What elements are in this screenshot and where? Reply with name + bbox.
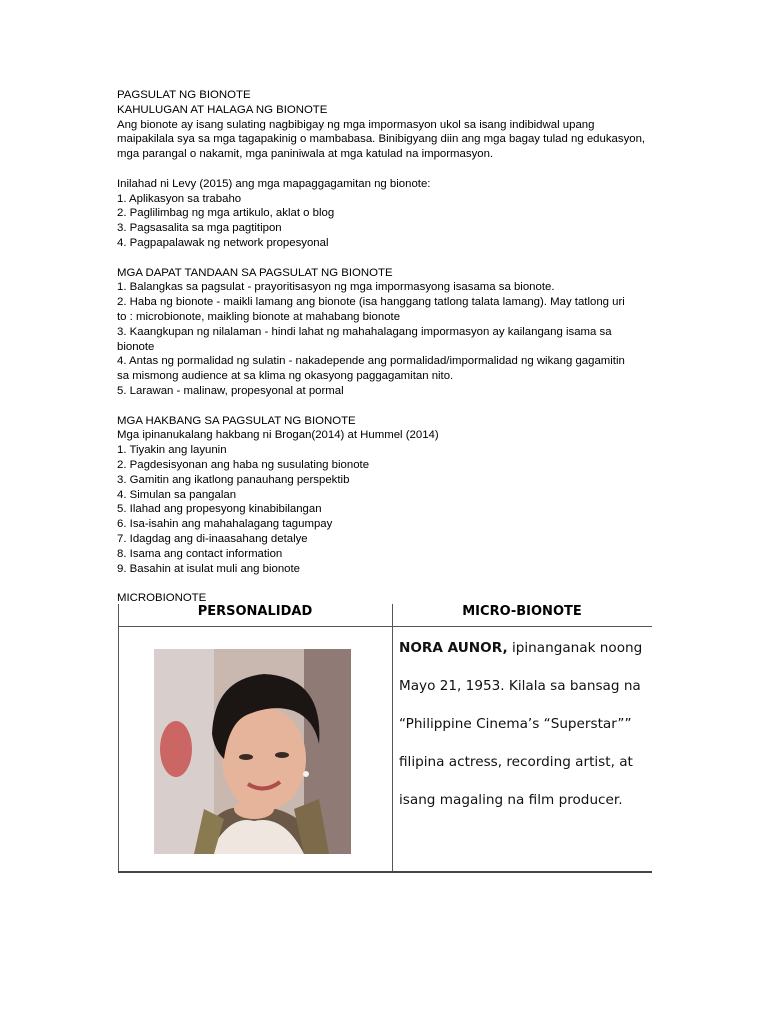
table-border (118, 604, 119, 872)
list-item: 2. Pagdesisyonan ang haba ng susulating bionote (117, 458, 370, 471)
list-item: sa mismong audience at sa klima ng okasyong paggagamitan nito. (117, 370, 454, 383)
list-item: 3. Gamitin ang ikatlong panauhang perspektib (117, 473, 350, 486)
bio-person-name: NORA AUNOR, (399, 640, 508, 656)
list-item: 3. Pagsasalita sa mga pagtitipon (117, 222, 282, 235)
paragraph-line: mga parangal o nakamit, mga paniniwala at mga katulad na impormasyon. (117, 148, 494, 161)
list-item: 2. Haba ng bionote - maikli lamang ang bionote (isa hanggang tatlong talata lamang). May tatlong uri (117, 296, 625, 309)
hakbang-intro: Mga ipinanukalang hakbang ni Brogan(2014) at Hummel (2014) (117, 429, 439, 442)
portrait-photo (154, 649, 351, 854)
table-header-row (118, 604, 652, 627)
list-item: 5. Ilahad ang propesyong kinabibilangan (117, 503, 322, 516)
document-title: PAGSULAT NG BIONOTE (117, 89, 251, 101)
list-item: bionote (117, 340, 155, 353)
column-divider (392, 604, 393, 872)
list-item: 8. Isama ang contact information (117, 547, 283, 560)
paragraph-line: Ang bionote ay isang sulating nagbibigay ng mga impormasyon ukol sa isang indibidwal upang (117, 118, 595, 131)
list-item: 4. Pagpapalawak ng network propesyonal (117, 236, 329, 249)
list-item: 7. Idagdag ang di-inaasahang detalye (117, 532, 308, 545)
list-item: 9. Basahin at isulat muli ang bionote (117, 562, 301, 575)
bio-line: Mayo 21, 1953. Kilala sa bansag na (399, 678, 641, 694)
bio-line: filipina actress, recording artist, at (399, 754, 633, 770)
list-item: 3. Kaangkupan ng nilalaman - hindi lahat ng mahahalagang impormasyon ay kailangang isama sa (117, 325, 612, 338)
list-item: 1. Aplikasyon sa trabaho (117, 192, 242, 205)
bio-line-rest: ipinanganak noong (507, 640, 643, 656)
list-item: 4. Simulan sa pangalan (117, 488, 237, 501)
tandaan-heading: MGA DAPAT TANDAAN SA PAGSULAT NG BIONOTE (117, 266, 393, 279)
micro-heading: MICROBIONOTE (117, 592, 207, 605)
bio-line: “Philippine Cinema’s “Superstar”” (399, 716, 632, 732)
hakbang-heading: MGA HAKBANG SA PAGSULAT NG BIONOTE (117, 414, 356, 427)
portrait-photo-image (154, 649, 351, 854)
document-body (117, 88, 657, 606)
column-header-micro-bionote: MICRO-BIONOTE (462, 604, 582, 619)
micro-bionote-text (399, 640, 649, 830)
microbionote-table (118, 604, 652, 872)
bio-line (399, 640, 649, 678)
list-item: 4. Antas ng pormalidad ng sulatin - nakadepende ang pormalidad/impormalidad ng wikang gagamitin (117, 355, 625, 368)
meaning-heading: KAHULUGAN AT HALAGA NG BIONOTE (117, 103, 328, 116)
list-item: 1. Balangkas sa pagsulat - prayoritisasyon ng mga impormasyong isasama sa bionote. (117, 281, 555, 294)
list-item: to : microbionote, maikling bionote at mahabang bionote (117, 310, 401, 323)
list-item: 2. Paglilimbag ng mga artikulo, aklat o blog (117, 207, 335, 220)
column-header-personalidad: PERSONALIDAD (197, 604, 313, 619)
levy-intro: Inilahad ni Levy (2015) ang mga mapaggagamitan ng bionote: (117, 177, 431, 190)
list-item: 5. Larawan - malinaw, propesyonal at pormal (117, 384, 344, 397)
bio-line: isang magaling na film producer. (399, 792, 623, 808)
list-item: 1. Tiyakin ang layunin (117, 444, 227, 457)
table-bottom-border (118, 871, 652, 873)
list-item: 6. Isa-isahin ang mahahalagang tagumpay (117, 518, 333, 531)
paragraph-line: maipakilala sya sa mga tagapakinig o mambabasa. Binibigyang diin ang mga bagay tulad ng edukasyon, (117, 133, 646, 146)
